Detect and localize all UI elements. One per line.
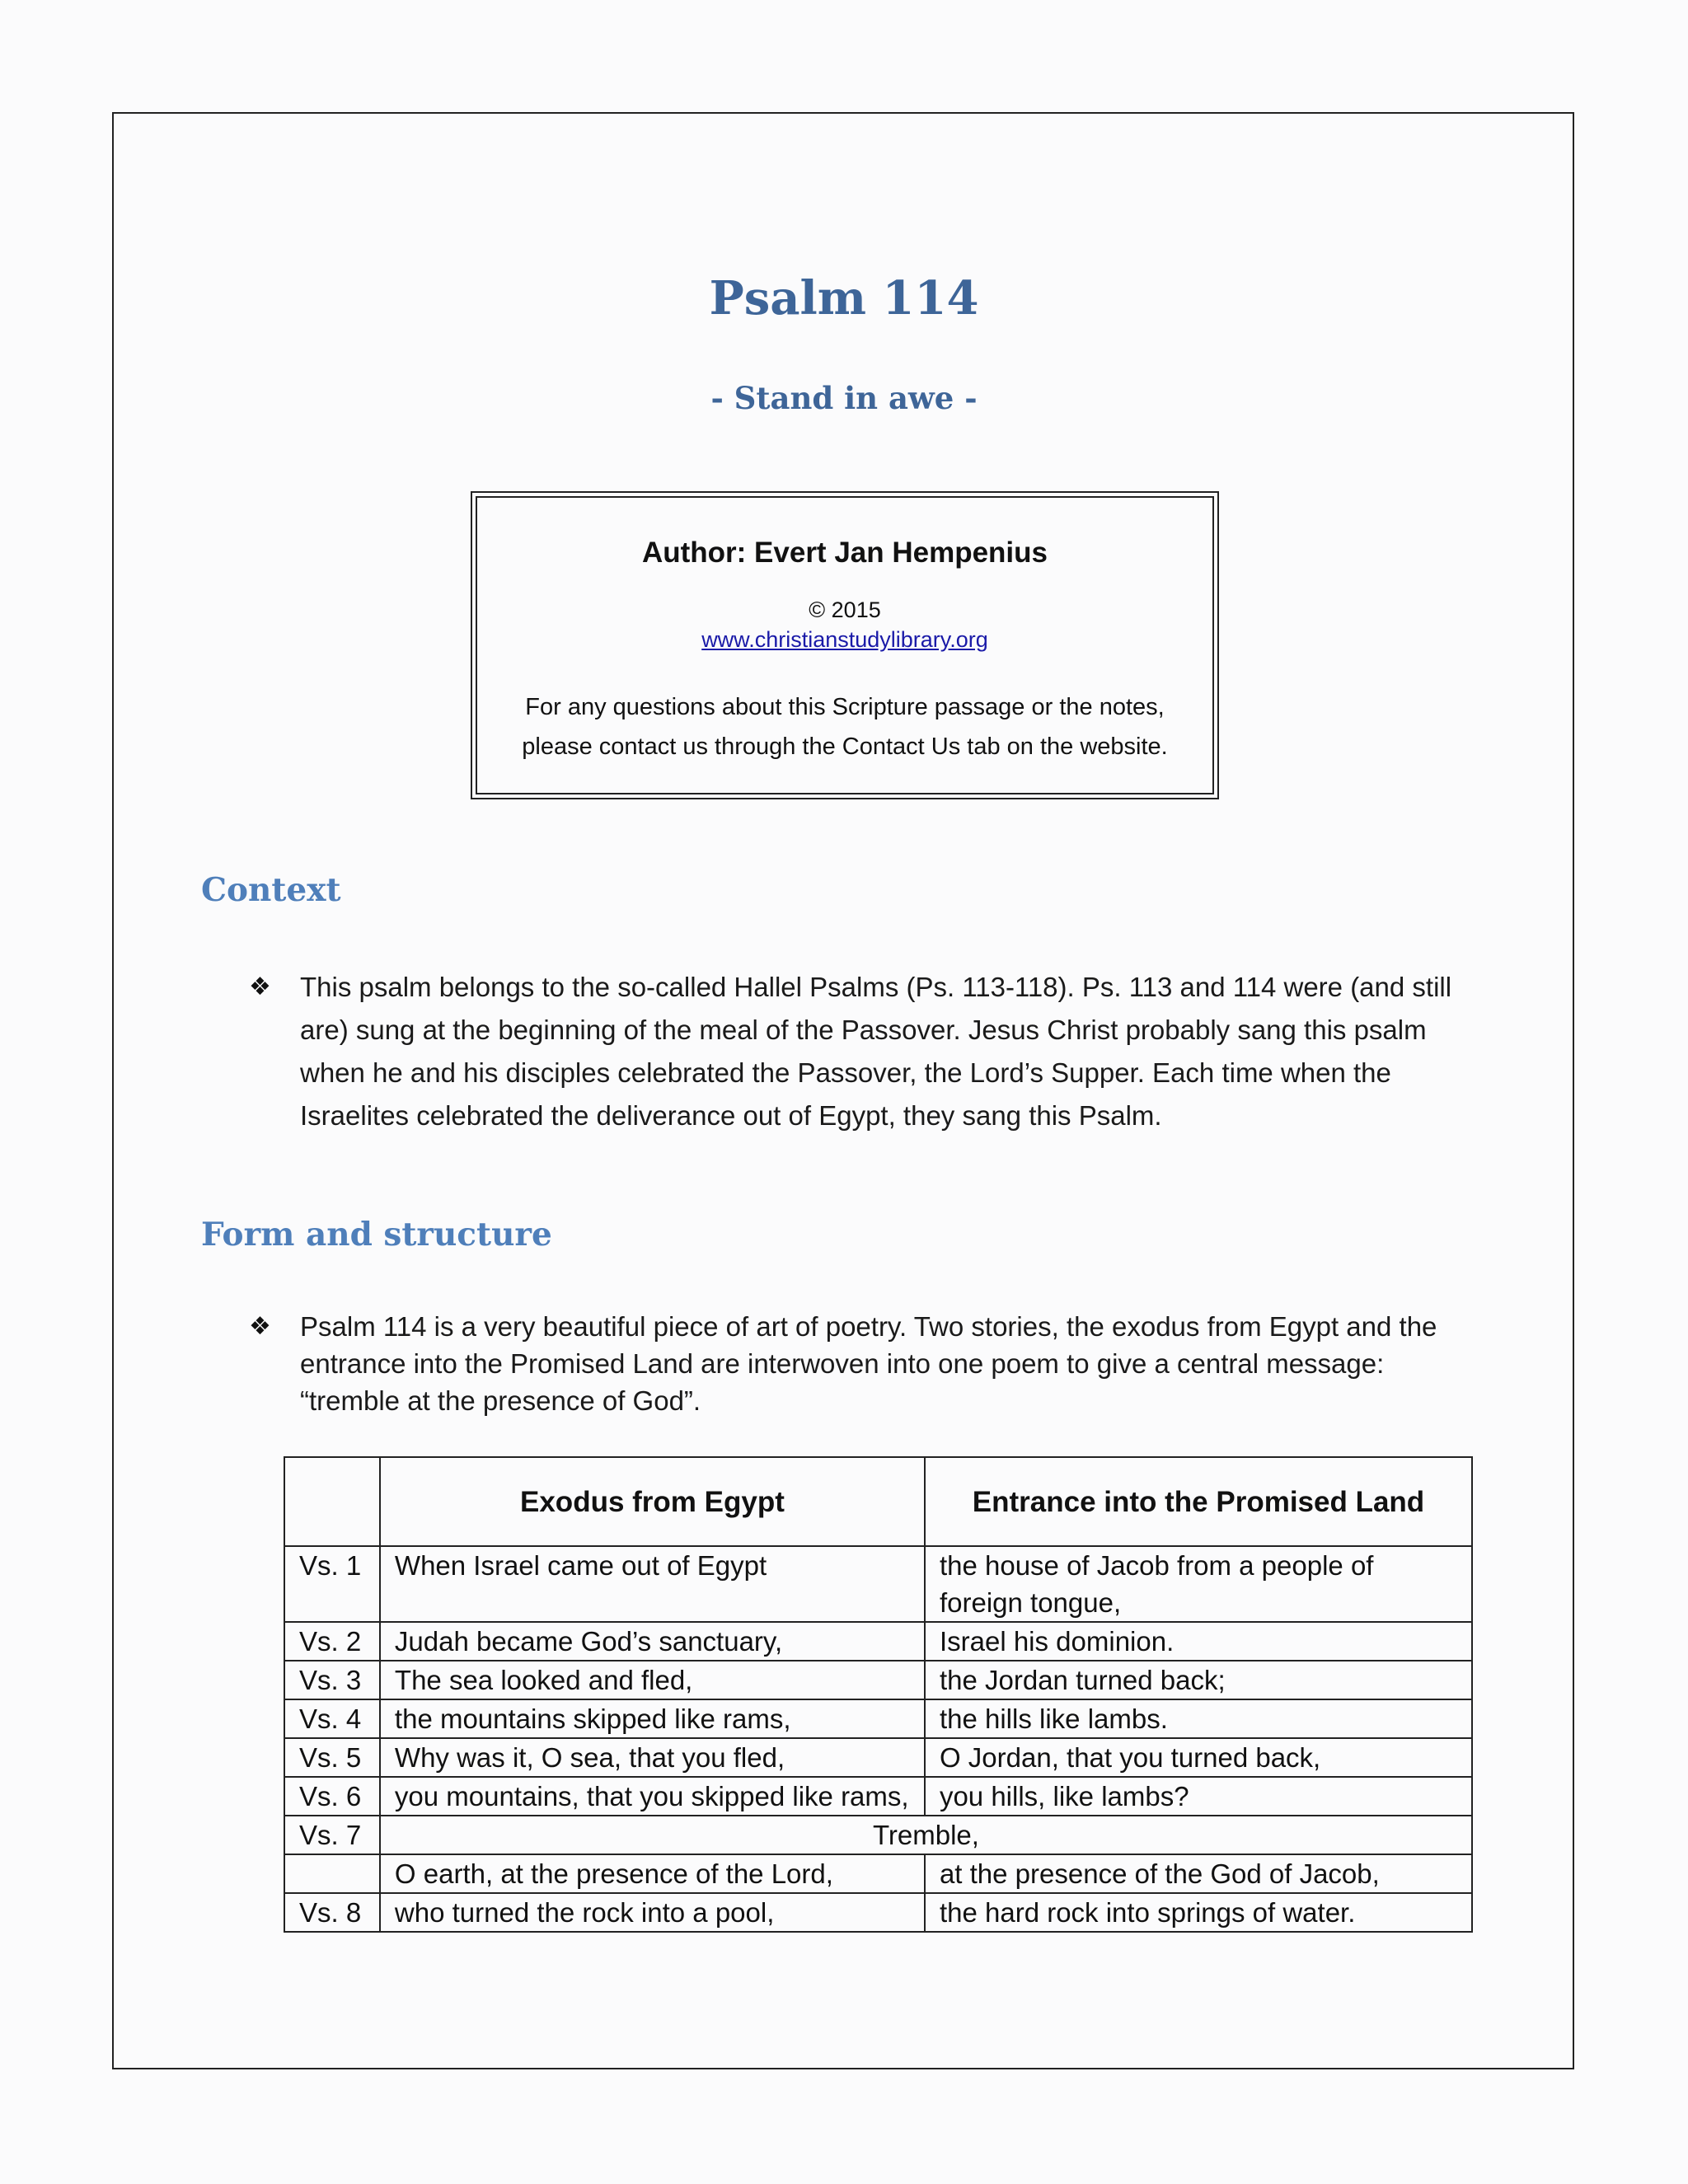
merged-cell: Tremble, [380, 1816, 1472, 1854]
table-row [284, 1738, 1472, 1777]
promised-land-cell: the house of Jacob from a people of foreign tongue, [925, 1546, 1472, 1622]
paragraph-line: are) sung at the beginning of the meal of the Passover. Jesus Christ probably sang this psalm [300, 1015, 1427, 1045]
table-row [284, 1854, 1472, 1893]
form-structure-heading: Form and structure [201, 1216, 552, 1254]
promised-land-cell: the Jordan turned back; [925, 1661, 1472, 1699]
author-info-box [471, 491, 1219, 799]
paragraph-line: entrance into the Promised Land are interwoven into one poem to give a central message: [300, 1348, 1385, 1379]
promised-land-cell: you hills, like lambs? [925, 1777, 1472, 1816]
table-row [284, 1893, 1472, 1932]
paragraph-line: when he and his disciples celebrated the Passover, the Lord’s Supper. Each time when the [300, 1057, 1391, 1088]
page-title: Psalm 114 [709, 271, 979, 326]
form-paragraph [300, 1308, 1470, 1419]
promised-land-cell: at the presence of the God of Jacob, [925, 1854, 1472, 1893]
promised-land-cell: the hard rock into springs of water. [925, 1893, 1472, 1932]
table-row [284, 1816, 1472, 1854]
verse-cell: Vs. 5 [284, 1738, 380, 1777]
copyright-notice: © 2015 [809, 598, 881, 622]
exodus-cell: who turned the rock into a pool, [380, 1893, 925, 1932]
paragraph-line: Israelites celebrated the deliverance out of Egypt, they sang this Psalm. [300, 1100, 1162, 1131]
verse-cell: Vs. 3 [284, 1661, 380, 1699]
diamond-bullet-icon: ❖ [249, 973, 271, 1001]
table-header-cell: Exodus from Egypt [380, 1457, 925, 1546]
psalm-comparison-table [284, 1456, 1473, 1933]
context-paragraph [300, 966, 1470, 1137]
paragraph-line: This psalm belongs to the so-called Hallel Psalms (Ps. 113-118). Ps. 113 and 114 were (and still [300, 972, 1452, 1002]
exodus-cell: The sea looked and fled, [380, 1661, 925, 1699]
contact-note-line: please contact us through the Contact Us tab on the website. [522, 733, 1168, 760]
verse-cell [284, 1854, 380, 1893]
promised-land-cell: O Jordan, that you turned back, [925, 1738, 1472, 1777]
exodus-cell: Why was it, O sea, that you fled, [380, 1738, 925, 1777]
author-info-inner [476, 496, 1214, 794]
verse-cell: Vs. 4 [284, 1699, 380, 1738]
contact-note [477, 687, 1212, 766]
promised-land-cell: the hills like lambs. [925, 1699, 1472, 1738]
verse-cell: Vs. 7 [284, 1816, 380, 1854]
verse-cell: Vs. 2 [284, 1622, 380, 1661]
table-row [284, 1777, 1472, 1816]
context-heading: Context [201, 871, 341, 909]
paragraph-line: Psalm 114 is a very beautiful piece of art of poetry. Two stories, the exodus from Egypt and the [300, 1311, 1437, 1342]
page-subtitle: - Stand in awe - [710, 380, 978, 416]
verse-cell: Vs. 1 [284, 1546, 380, 1622]
diamond-bullet-icon: ❖ [249, 1313, 271, 1340]
table-row [284, 1661, 1472, 1699]
table-header-cell: Entrance into the Promised Land [925, 1457, 1472, 1546]
verse-cell: Vs. 6 [284, 1777, 380, 1816]
exodus-cell: the mountains skipped like rams, [380, 1699, 925, 1738]
table-row [284, 1622, 1472, 1661]
exodus-cell: Judah became God’s sanctuary, [380, 1622, 925, 1661]
exodus-cell: When Israel came out of Egypt [380, 1546, 925, 1622]
contact-note-line: For any questions about this Scripture passage or the notes, [525, 694, 1165, 720]
table-header-row [284, 1457, 1472, 1546]
table-header-cell [284, 1457, 380, 1546]
paragraph-line: “tremble at the presence of God”. [300, 1385, 701, 1416]
website-link[interactable]: www.christianstudylibrary.org [701, 627, 988, 652]
verse-cell: Vs. 8 [284, 1893, 380, 1932]
table-row [284, 1699, 1472, 1738]
author-name: Author: Evert Jan Hempenius [641, 537, 1048, 569]
promised-land-cell: Israel his dominion. [925, 1622, 1472, 1661]
exodus-cell: O earth, at the presence of the Lord, [380, 1854, 925, 1893]
table-row [284, 1546, 1472, 1622]
exodus-cell: you mountains, that you skipped like rams, [380, 1777, 925, 1816]
